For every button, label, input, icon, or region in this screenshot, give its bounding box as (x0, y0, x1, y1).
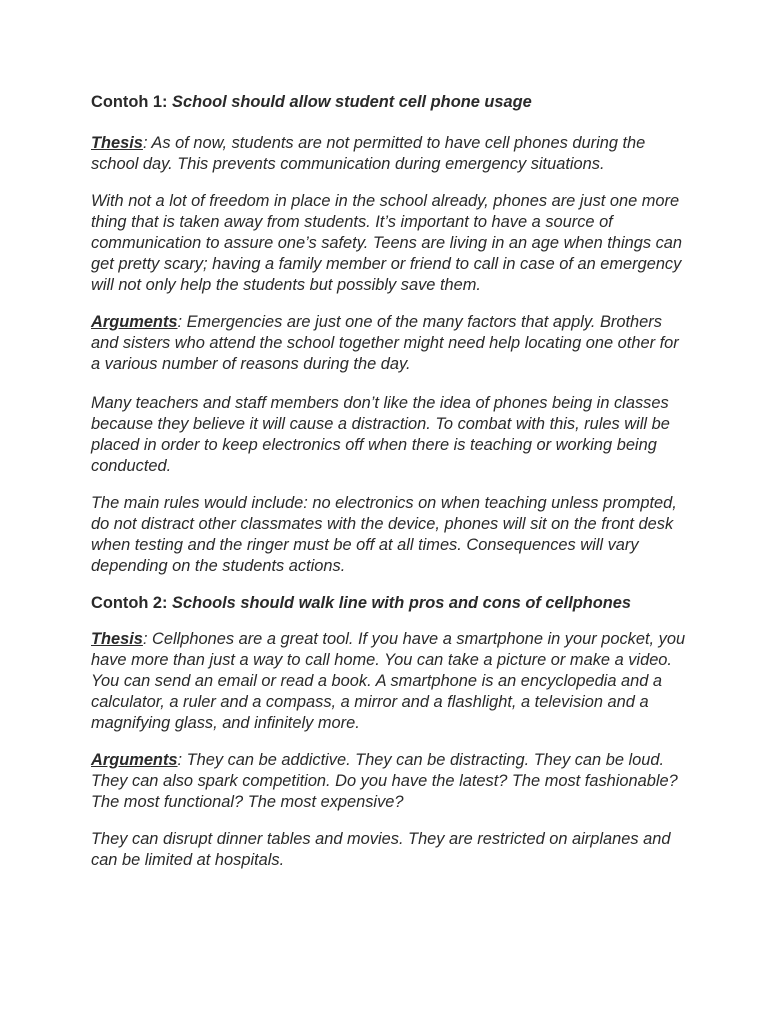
example-2-title: Schools should walk line with pros and cons of cellphones (172, 594, 632, 612)
example-1-heading (91, 92, 691, 113)
example-2-thesis-label: Thesis (91, 630, 143, 648)
example-1-thesis-label: Thesis (91, 134, 143, 152)
example-2-paragraph-1: They can disrupt dinner tables and movies. They are restricted on airplanes and can be limited at hospitals. (91, 830, 671, 869)
example-2-arguments (91, 750, 691, 813)
example-2-prefix: Contoh 2: (91, 594, 173, 612)
example-1-arguments-label: Arguments (91, 313, 178, 331)
example-2-arguments-text: : They can be addictive. They can be distracting. They can be loud. They can also spark competition. Do you have the latest? The most fashionable? The most functional? The most expensive? (91, 751, 678, 811)
example-1-arguments-text: : Emergencies are just one of the many factors that apply. Brothers and sisters who attend the school together might need help locating one other for a various number of reasons during the day. (91, 313, 679, 373)
example-2-heading (91, 593, 691, 614)
example-2-thesis-text: : Cellphones are a great tool. If you have a smartphone in your pocket, you have more than just a way to call home. You can take a picture or make a video. You can send an email or read a book. A smartphone is an encyclopedia and a calculator, a ruler and a compass, a mirror and a flashlight, a television and a magnifying glass, and infinitely more. (91, 630, 686, 732)
example-1-thesis (91, 133, 691, 175)
example-1-prefix: Contoh 1: (91, 93, 173, 111)
document-body (91, 92, 691, 887)
example-2-thesis (91, 629, 691, 734)
example-1-title: School should allow student cell phone usage (172, 93, 532, 111)
example-1-thesis-text: : As of now, students are not permitted to have cell phones during the school day. This prevents communication during emergency situations. (91, 134, 646, 173)
example-2-arguments-label: Arguments (91, 751, 178, 769)
example-1-paragraph-2: Many teachers and staff members don’t like the idea of phones being in classes because they believe it will cause a distraction. To combat with this, rules will be placed in order to keep electronics off when there is teaching or working being conducted. (91, 394, 670, 475)
example-1-paragraph-1: With not a lot of freedom in place in the school already, phones are just one more thing that is taken away from students. It’s important to have a source of communication to assure one’s safety. Teens are living in an age when things can get pretty scary; having a family member or friend to call in case of an emergency will not only help the students but possibly save them. (91, 192, 683, 294)
example-1-arguments (91, 312, 691, 375)
example-1-paragraph-3: The main rules would include: no electronics on when teaching unless prompted, do not distract other classmates with the device, phones will sit on the front desk when testing and the ringer must be off at all times. Consequences will vary depending on the students actions. (91, 494, 677, 575)
